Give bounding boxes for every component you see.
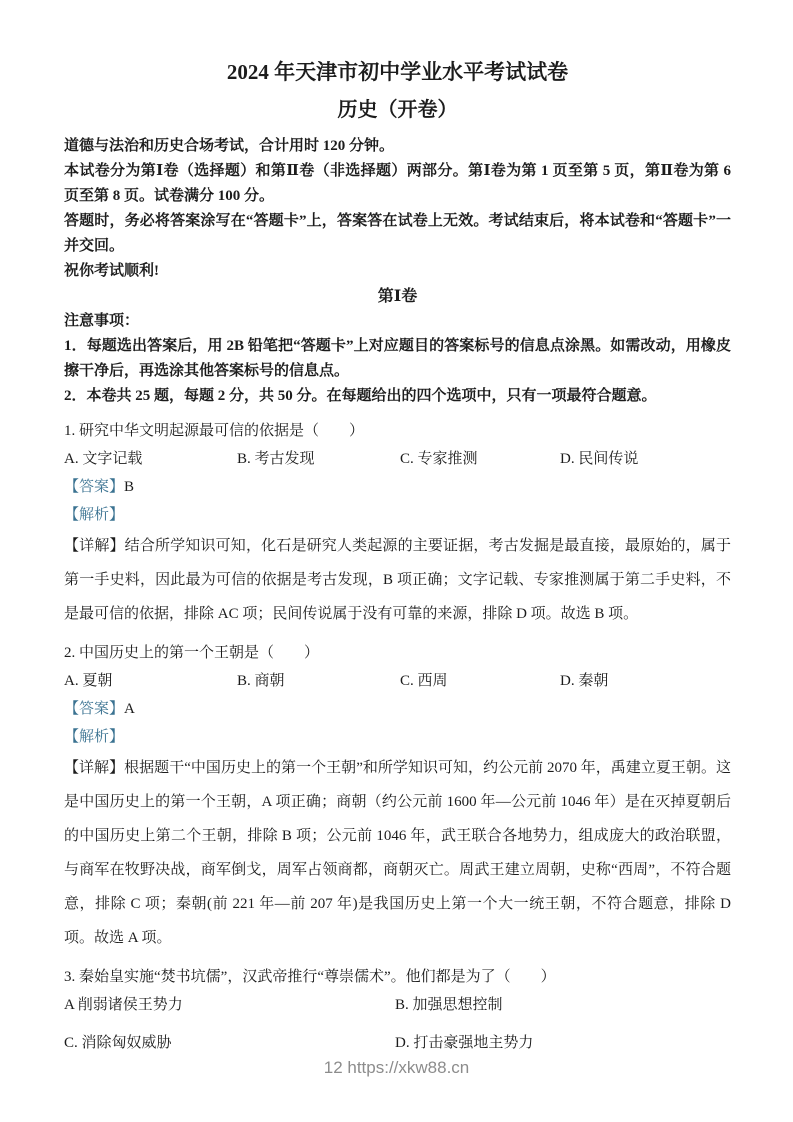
question-2-option-d: D. 秦朝 bbox=[560, 673, 609, 689]
detail-label: 【详解】 bbox=[64, 538, 125, 554]
instruction-duration: 道德与法治和历史合场考试，合计用时 120 分钟。 bbox=[64, 138, 395, 154]
question-2-analysis-line bbox=[64, 725, 731, 749]
question-3-option-d: D. 打击豪强地主势力 bbox=[395, 1035, 534, 1051]
instruction-goodluck: 祝你考试顺利! bbox=[64, 263, 159, 279]
answer-label: 【答案】 bbox=[64, 701, 125, 717]
question-2-option-c: C. 西周 bbox=[400, 673, 448, 689]
question-2-stem: 2. 中国历史上的第一个王朝是（ ） bbox=[64, 645, 320, 661]
question-1-stem: 1. 研究中华文明起源最可信的依据是（ ） bbox=[64, 423, 365, 439]
question-3-stem: 3. 秦始皇实施“焚书坑儒”，汉武帝推行“尊崇儒术”。他们都是为了（ ） bbox=[64, 969, 556, 985]
analysis-label: 【解析】 bbox=[64, 729, 125, 745]
answer-label: 【答案】 bbox=[64, 479, 125, 495]
section-heading-volume1: 第Ⅰ卷 bbox=[377, 288, 418, 305]
question-2 bbox=[64, 641, 731, 955]
question-2-options bbox=[64, 669, 731, 693]
note-item-1: 1．每题选出答案后，用 2B 铅笔把“答题卡”上对应题目的答案标号的信息点涂黑。如需改动，用橡皮擦干净后，再选涂其他答案标号的信息点。 bbox=[64, 338, 731, 379]
notes-title: 注意事项： bbox=[64, 313, 140, 329]
question-1-answer-line bbox=[64, 475, 731, 499]
question-2-detail bbox=[64, 751, 731, 955]
question-3-option-c: C. 消除匈奴威胁 bbox=[64, 1035, 172, 1051]
question-3-options bbox=[64, 993, 731, 1055]
question-2-answer-line bbox=[64, 697, 731, 721]
page-title: 2024 年天津市初中学业水平考试试卷 bbox=[226, 60, 569, 84]
question-3-option-b: B. 加强思想控制 bbox=[395, 997, 503, 1013]
question-1-option-a: A. 文字记载 bbox=[64, 451, 143, 467]
question-2-option-a: A. 夏朝 bbox=[64, 673, 113, 689]
question-2-option-b: B. 商朝 bbox=[237, 673, 285, 689]
question-3 bbox=[64, 965, 731, 1055]
notes-block bbox=[64, 309, 731, 409]
instruction-structure: 本试卷分为第Ⅰ卷（选择题）和第Ⅱ卷（非选择题）两部分。第Ⅰ卷为第 1 页至第 5 页，第Ⅱ卷为第 6 页至第 8 页。试卷满分 100 分。 bbox=[64, 163, 731, 204]
question-1-option-d: D. 民间传说 bbox=[560, 451, 639, 467]
question-1-option-b: B. 考古发现 bbox=[237, 451, 315, 467]
analysis-label: 【解析】 bbox=[64, 507, 125, 523]
instruction-answersheet: 答题时，务必将答案涂写在“答题卡”上，答案答在试卷上无效。考试结束后，将本试卷和“答题卡”一并交回。 bbox=[64, 213, 731, 254]
question-3-option-a: A 削弱诸侯王势力 bbox=[64, 997, 183, 1013]
page-footer-watermark: 12 https://xkw88.cn bbox=[323, 1058, 470, 1077]
question-1-option-c: C. 专家推测 bbox=[400, 451, 478, 467]
exam-instructions bbox=[64, 134, 731, 284]
question-1-answer-value: B bbox=[124, 479, 135, 495]
detail-label: 【详解】 bbox=[64, 760, 125, 776]
question-2-detail-text: 根据题干“中国历史上的第一个王朝”和所学知识可知，约公元前 2070 年，禹建立夏王朝。这是中国历史上的第一个王朝，A 项正确；商朝（约公元前 1600 年—公元前 1046 年）是在灭掉夏朝后的中国历史上第二个王朝，排除 B 项；公元前 1046 年，武王联合各地势力，组成庞大的政治联盟，与商军在牧野决战，商军倒戈，周军占领商都，商朝灭亡。周武王建立周朝，史称“西周”，不符合题意，排除 C 项；秦朝(前 221 年—前 207 年)是我国历史上第一个大一统王朝，不符合题意，排除 D 项。故选 A 项。 bbox=[64, 760, 731, 946]
note-item-2: 2．本卷共 25 题，每题 2 分，共 50 分。在每题给出的四个选项中，只有一项最符合题意。 bbox=[64, 388, 657, 404]
question-2-answer-value: A bbox=[124, 701, 135, 717]
question-1-detail bbox=[64, 529, 731, 631]
question-1-detail-text: 结合所学知识可知，化石是研究人类起源的主要证据，考古发掘是最直接，最原始的，属于第一手史料，因此最为可信的依据是考古发现，B 项正确；文字记载、专家推测属于第二手史料，不是最可信的依据，排除 AC 项；民间传说属于没有可靠的来源，排除 D 项。故选 B 项。 bbox=[64, 538, 731, 622]
question-1-options bbox=[64, 447, 731, 471]
question-1 bbox=[64, 419, 731, 631]
question-1-analysis-line bbox=[64, 503, 731, 527]
page-subtitle: 历史（开卷） bbox=[337, 99, 458, 121]
